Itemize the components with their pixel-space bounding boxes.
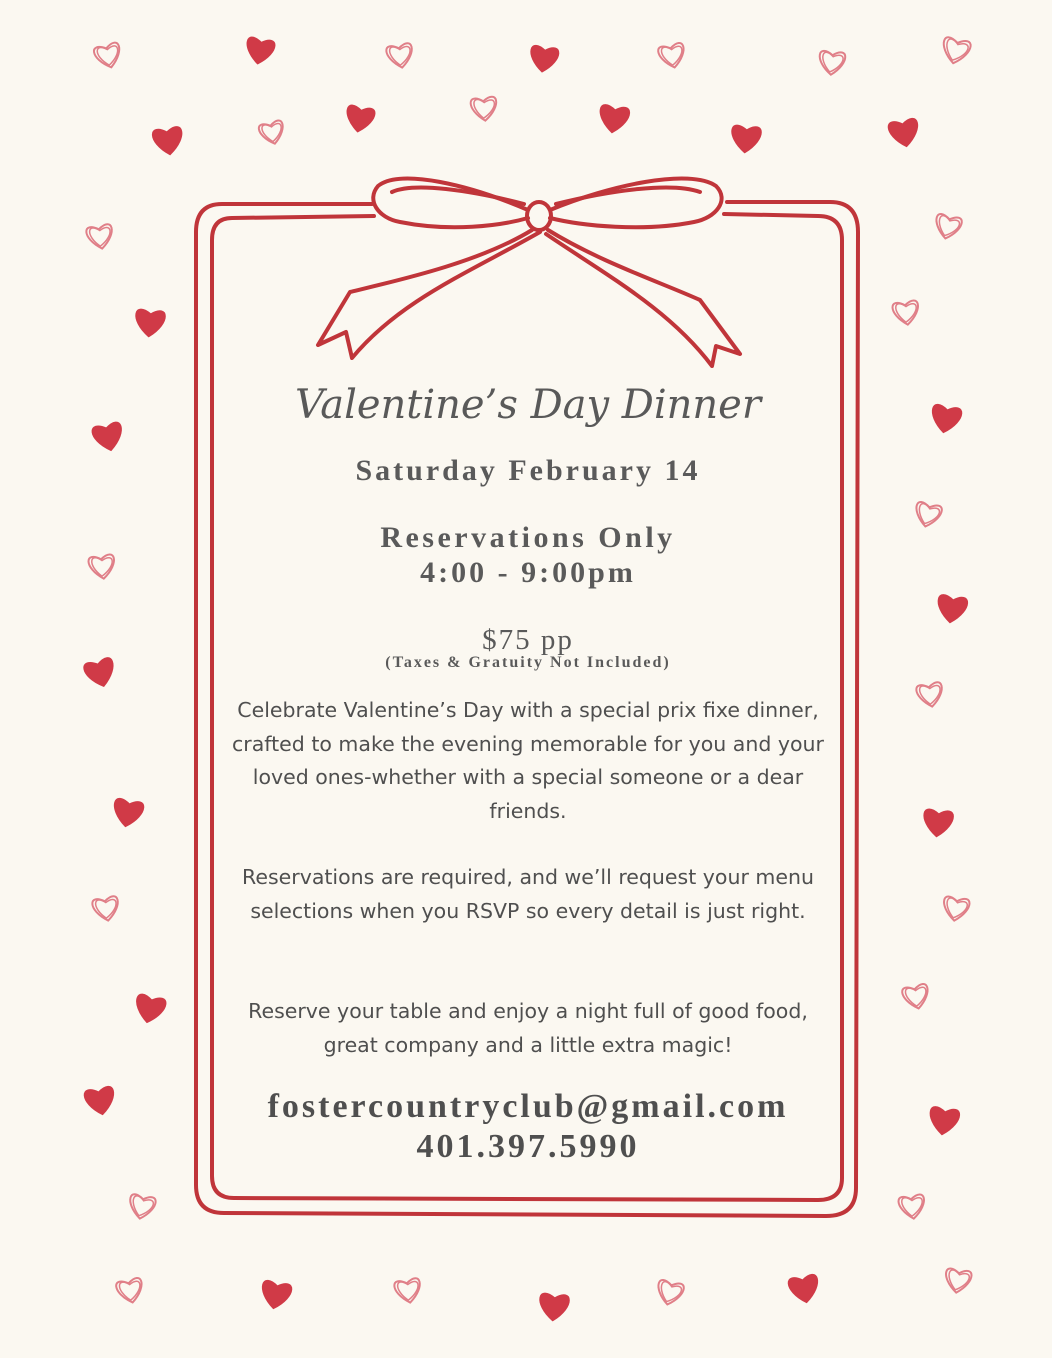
event-hours: 4:00 - 9:00pm	[420, 556, 636, 589]
reservation-paragraph: Reservations are required, and we’ll request your menu selections when you RSVP so every detail is just right.	[242, 865, 814, 923]
contact-email[interactable]: fostercountryclub@gmail.com	[267, 1088, 789, 1125]
description-paragraph: Celebrate Valentine’s Day with a special prix fixe dinner, crafted to make the evening memorable for you and your loved ones-whether with a special someone or a dear friends.	[232, 698, 824, 823]
contact-phone[interactable]: 401.397.5990	[416, 1128, 640, 1165]
event-title: Valentine’s Day Dinner	[295, 382, 761, 428]
closing-paragraph: Reserve your table and enjoy a night full of good food, great company and a little extra magic!	[248, 999, 808, 1057]
price-note: (Taxes & Gratuity Not Included)	[385, 654, 671, 671]
ribbon-bow-icon	[318, 179, 740, 366]
event-price: $75 pp	[482, 624, 574, 656]
reservations-label: Reservations Only	[380, 521, 676, 554]
event-date: Saturday February 14	[355, 454, 701, 487]
